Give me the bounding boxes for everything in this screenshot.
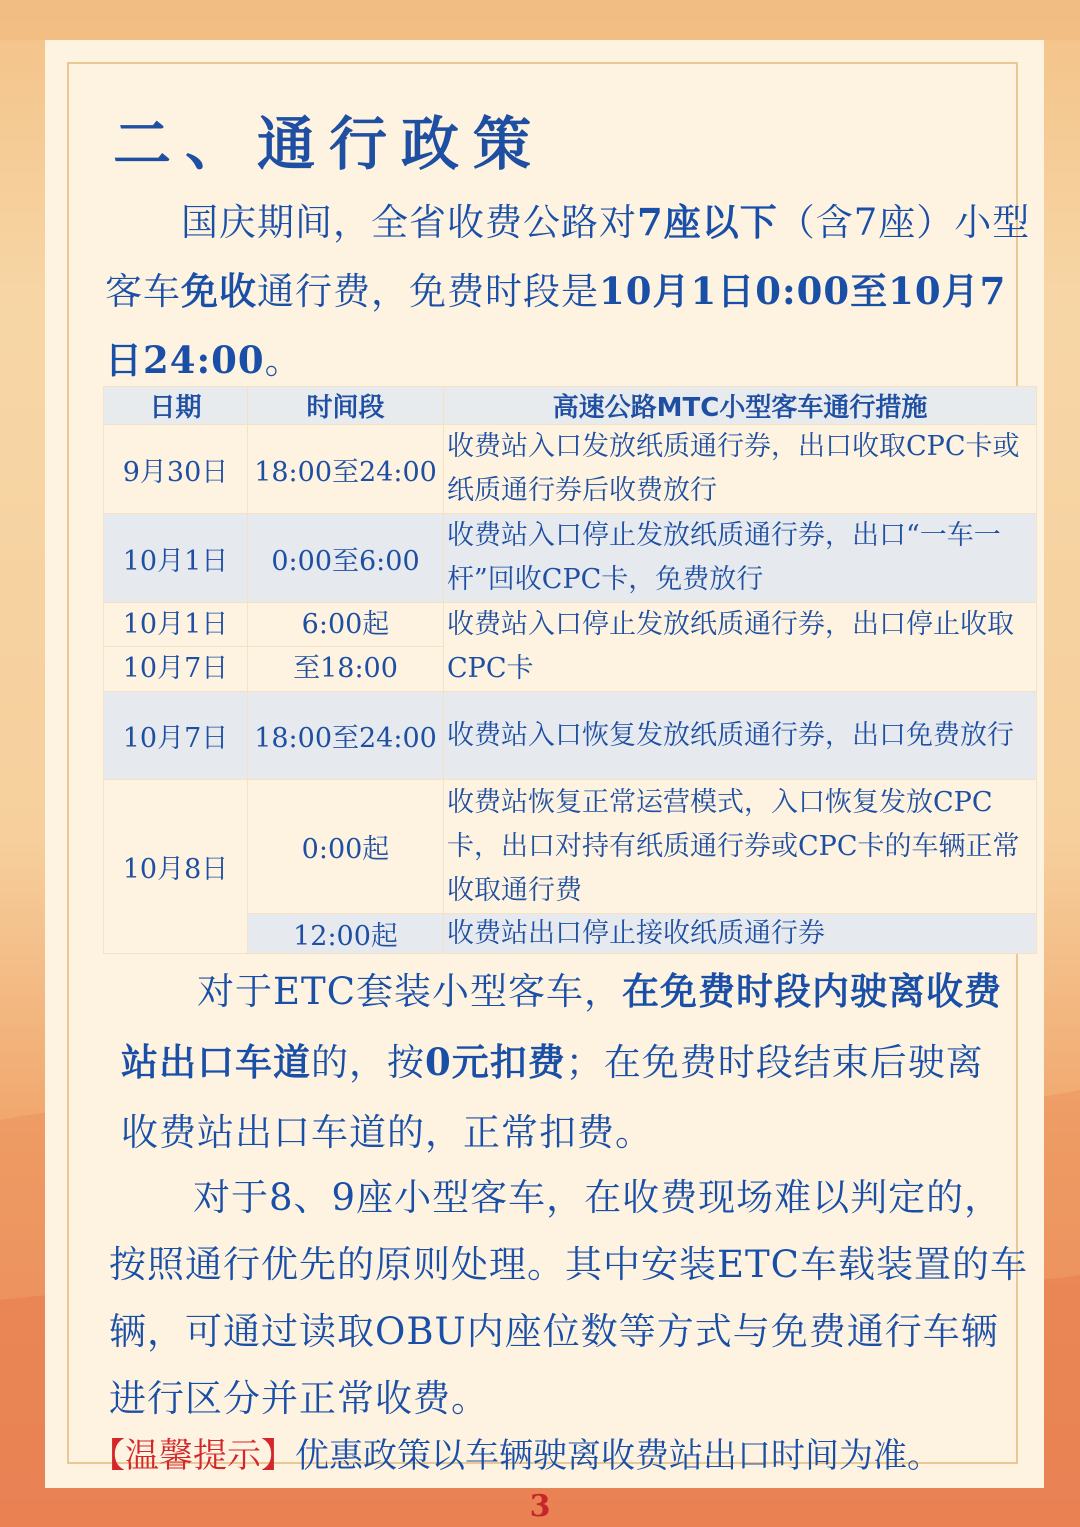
row-time-end: 至18:00 bbox=[293, 653, 398, 684]
policy-table bbox=[103, 386, 1037, 954]
intro-bold-seats: 7座以下 bbox=[637, 200, 778, 244]
header-measure: 高速公路MTC小型客车通行措施 bbox=[444, 387, 1037, 425]
intro-text-3: 通行费，免费时段是 bbox=[257, 270, 599, 313]
intro-text-4: 。 bbox=[264, 339, 303, 382]
page-number: 3 bbox=[529, 1489, 551, 1524]
etc-text-2: 的，按 bbox=[311, 1041, 425, 1084]
row-measure: 收费站入口恢复发放纸质通行券，出口免费放行 bbox=[444, 692, 1037, 780]
row-time: 18:00至24:00 bbox=[248, 692, 444, 780]
etc-bold-free-period: 在免费时段内驶离收费站出口车道 bbox=[121, 969, 1002, 1084]
table-row bbox=[104, 425, 1037, 514]
section-title: 二、通行政策 bbox=[113, 110, 546, 178]
content-card bbox=[45, 40, 1044, 1488]
warm-tip-label: 【温馨提示】 bbox=[91, 1436, 295, 1476]
warm-tip bbox=[91, 1434, 941, 1478]
row-time: 12:00起 bbox=[248, 914, 444, 954]
row-date-start: 10月1日 bbox=[104, 603, 247, 647]
table-row bbox=[104, 603, 1037, 692]
table-row bbox=[104, 692, 1037, 780]
row-time-range bbox=[248, 603, 444, 692]
row-time-start: 6:00起 bbox=[248, 603, 443, 647]
row-measure: 收费站入口停止发放纸质通行券，出口停止收取CPC卡 bbox=[444, 603, 1037, 692]
seats-paragraph: 对于8、9座小型客车，在收费现场难以判定的，按照通行优先的原则处理。其中安装ETC车载装置的车辆，可通过读取OBU内座位数等方式与免费通行车辆进行区分并正常收费。 bbox=[109, 1176, 1028, 1420]
row-date: 10月1日 bbox=[104, 514, 248, 603]
etc-text-3: ；在免费时段结束后驶离收费站出口车道的，正常扣费。 bbox=[121, 1041, 984, 1154]
header-time: 时间段 bbox=[248, 387, 444, 425]
row-date: 10月8日 bbox=[104, 780, 248, 954]
row-time: 0:00起 bbox=[248, 780, 444, 914]
row-time: 0:00至6:00 bbox=[248, 514, 444, 603]
intro-paragraph bbox=[105, 188, 1035, 395]
etc-bold-zero-fee: 0元扣费 bbox=[425, 1040, 566, 1084]
table-row bbox=[104, 514, 1037, 603]
etc-text-1: 对于ETC套装小型客车， bbox=[197, 970, 622, 1013]
row-measure: 收费站出口停止接收纸质通行券 bbox=[444, 914, 1037, 954]
row-time: 18:00至24:00 bbox=[248, 425, 444, 514]
table-header-row bbox=[104, 387, 1037, 425]
table-row bbox=[104, 780, 1037, 914]
warm-tip-text: 优惠政策以车辆驶离收费站出口时间为准。 bbox=[295, 1436, 941, 1476]
row-date: 9月30日 bbox=[104, 425, 248, 514]
row-measure: 收费站入口停止发放纸质通行券，出口“一车一杆”回收CPC卡，免费放行 bbox=[444, 514, 1037, 603]
row-date-range bbox=[104, 603, 248, 692]
row-measure: 收费站恢复正常运营模式，入口恢复发放CPC卡，出口对持有纸质通行券或CPC卡的车辆正常收取通行费 bbox=[444, 780, 1037, 914]
intro-bold-free: 免收 bbox=[181, 269, 257, 313]
intro-text-1: 国庆期间，全省收费公路对 bbox=[181, 201, 637, 244]
row-date: 10月7日 bbox=[104, 692, 248, 780]
etc-paragraph bbox=[121, 956, 1021, 1168]
row-measure: 收费站入口发放纸质通行券，出口收取CPC卡或纸质通行券后收费放行 bbox=[444, 425, 1037, 514]
header-date: 日期 bbox=[104, 387, 248, 425]
inner-frame bbox=[67, 62, 1031, 1476]
row-date-end: 10月7日 bbox=[122, 653, 229, 684]
intro-bold-period: 10月1日0:00至10月7日24:00 bbox=[105, 269, 1007, 382]
intro-text-2: （含7座）小型客车 bbox=[105, 201, 1031, 313]
